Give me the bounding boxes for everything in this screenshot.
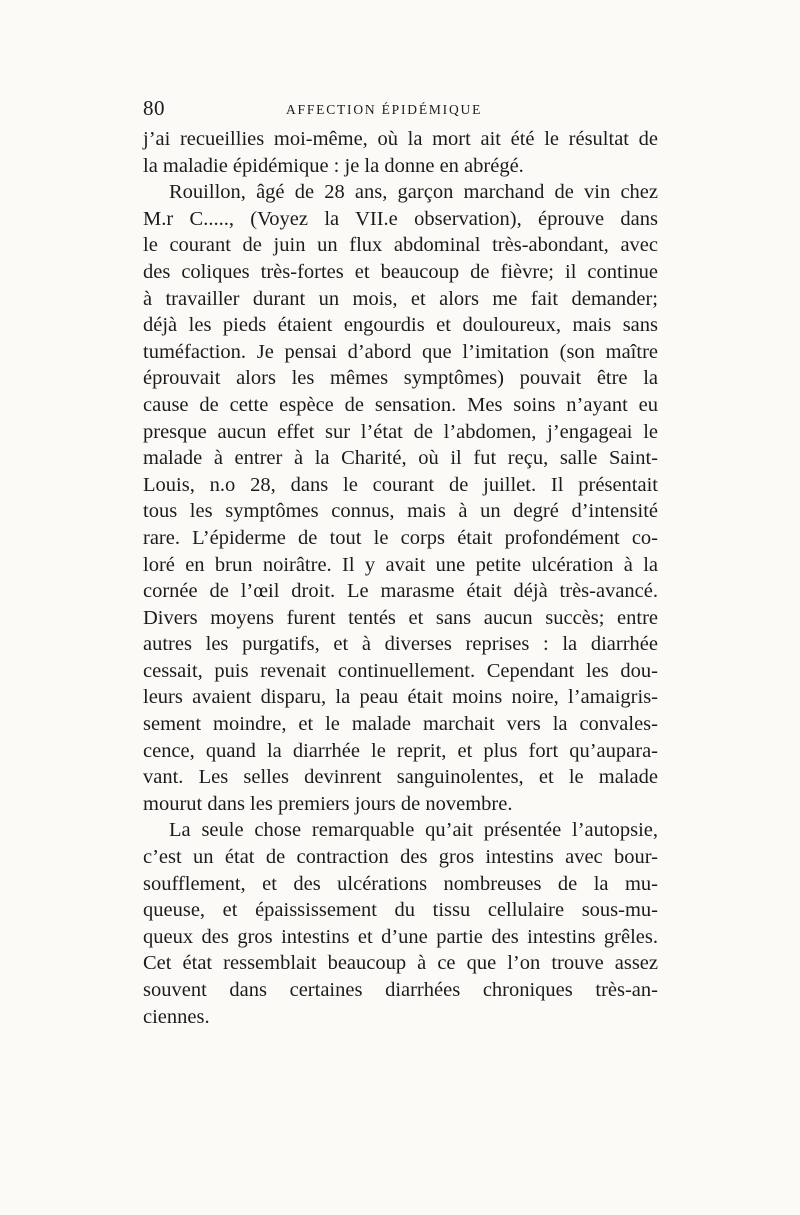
text-line: malade à entrer à la Charité, où il fut reçu, salle Saint- <box>143 447 658 470</box>
text-line: des coliques très-fortes et beaucoup de fièvre; il continue <box>143 260 658 283</box>
text-line: queux des gros intestins et d’une partie des intestins grêles. <box>143 925 658 948</box>
text-line: ciennes. <box>143 1005 210 1028</box>
text-line: Divers moyens furent tentés et sans aucun succès; entre <box>143 606 658 629</box>
body-text <box>143 126 658 1030</box>
text-line: j’ai recueillies moi-même, où la mort ait été le résultat de <box>143 128 658 150</box>
text-line: rare. L’épiderme de tout le corps était profondément co- <box>143 526 658 549</box>
text-line: tuméfaction. Je pensai d’abord que l’imitation (son maître <box>143 340 658 363</box>
text-line: cornée de l’œil droit. Le marasme était déjà très-avancé. <box>143 580 658 603</box>
running-head: AFFECTION ÉPIDÉMIQUE <box>286 102 483 117</box>
text-line: loré en brun noirâtre. Il y avait une petite ulcération à la <box>143 553 658 576</box>
page-header <box>143 96 663 124</box>
text-line: queuse, et épaississement du tissu cellulaire sous-mu- <box>143 899 658 922</box>
paragraph <box>143 179 658 817</box>
text-line: cause de cette espèce de sensation. Mes soins n’ayant eu <box>143 393 658 416</box>
text-line: mourut dans les premiers jours de novembre. <box>143 792 513 815</box>
text-line: le courant de juin un flux abdominal très-abondant, avec <box>143 234 658 257</box>
text-line: autres les purgatifs, et à diverses reprises : la diarrhée <box>143 633 658 656</box>
text-line: La seule chose remarquable qu’ait présentée l’autopsie, <box>169 819 658 842</box>
text-line: sement moindre, et le malade marchait vers la convales- <box>143 713 658 736</box>
text-line: soufflement, et des ulcérations nombreuses de la mu- <box>143 872 658 895</box>
text-line: Cet état ressemblait beaucoup à ce que l’on trouve assez <box>143 952 658 975</box>
text-line: tous les symptômes connus, mais à un degré d’intensité <box>143 500 658 523</box>
text-line: la maladie épidémique : je la donne en abrégé. <box>143 154 524 177</box>
text-line: vant. Les selles devinrent sanguinolentes, et le malade <box>143 766 658 789</box>
text-line: éprouvait alors les mêmes symptômes) pouvait être la <box>143 367 658 390</box>
text-line: c’est un état de contraction des gros intestins avec bour- <box>143 846 658 869</box>
page-number: 80 <box>143 96 165 120</box>
text-line: cessait, puis revenait continuellement. Cependant les dou- <box>143 659 658 682</box>
text-line: presque aucun effet sur l’état de l’abdomen, j’engageai le <box>143 420 658 443</box>
text-line: Rouillon, âgé de 28 ans, garçon marchand de vin chez <box>169 181 658 204</box>
text-line: déjà les pieds étaient engourdis et douloureux, mais sans <box>143 314 658 337</box>
text-line: Louis, n.o 28, dans le courant de juillet. Il présentait <box>143 473 658 496</box>
text-line: cence, quand la diarrhée le reprit, et plus fort qu’aupara- <box>143 739 658 762</box>
text-line: souvent dans certaines diarrhées chroniques très-an- <box>143 979 658 1001</box>
text-line: à travailler durant un mois, et alors me fait demander; <box>143 287 658 310</box>
paragraph <box>143 817 658 1030</box>
text-line: leurs avaient disparu, la peau était moins noire, l’amaigris- <box>143 686 658 709</box>
paragraph <box>143 126 658 179</box>
text-line: M.r C....., (Voyez la VII.e observation), éprouve dans <box>143 207 658 230</box>
